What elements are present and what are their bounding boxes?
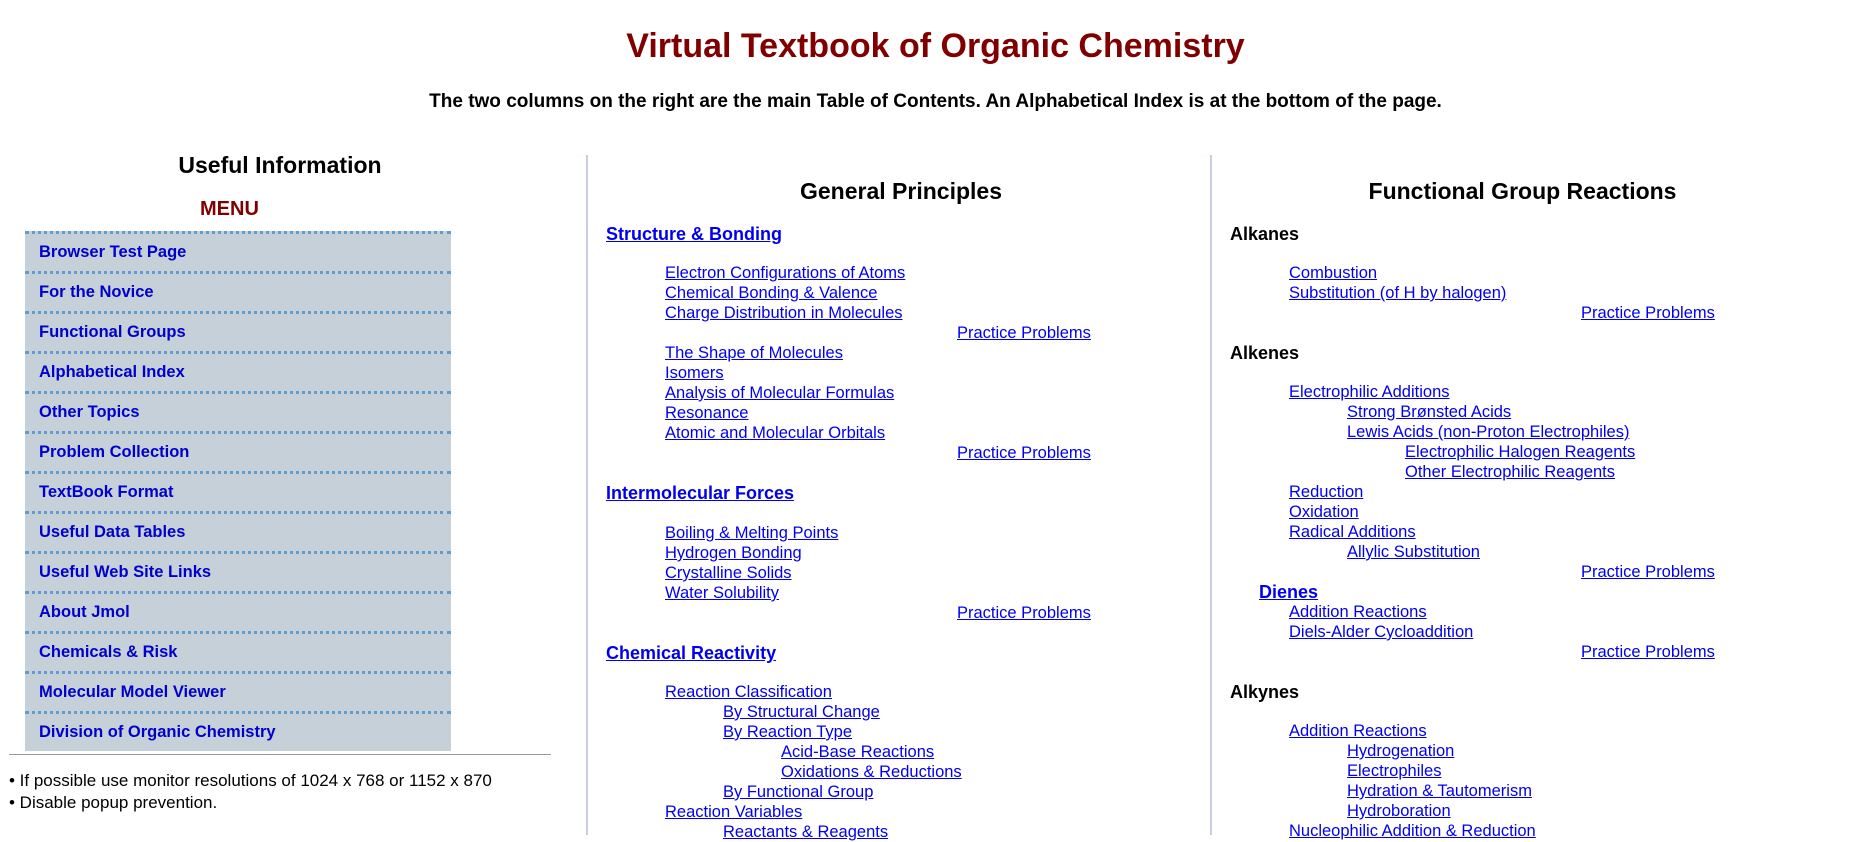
topic-link-practice-problems[interactable]: Practice Problems	[957, 444, 1091, 462]
menu-item-problem-collection[interactable]	[25, 431, 451, 471]
menu-link[interactable]: Alphabetical Index	[39, 363, 185, 381]
topic-link-addition-reactions[interactable]: Addition Reactions	[1289, 603, 1427, 621]
topic-link-isomers[interactable]: Isomers	[665, 364, 724, 382]
menu-item-other-topics[interactable]	[25, 391, 451, 431]
topic-link-water-solubility[interactable]: Water Solubility	[665, 584, 780, 602]
topic-link-reduction[interactable]: Reduction	[1289, 483, 1364, 501]
topic-link-electrophilic-additions[interactable]: Electrophilic Additions	[1289, 383, 1450, 401]
menu-item-functional-groups[interactable]	[25, 311, 451, 351]
general-principles-heading: General Principles	[800, 178, 1002, 204]
topic-link-hydroboration[interactable]: Hydroboration	[1347, 802, 1451, 820]
side-menu	[25, 231, 451, 751]
topic-link-by-functional-group[interactable]: By Functional Group	[723, 783, 874, 801]
topic-link-practice-problems[interactable]: Practice Problems	[1581, 304, 1715, 322]
topic-link-reaction-variables[interactable]: Reaction Variables	[665, 803, 803, 821]
column-divider	[1210, 155, 1212, 835]
topic-link-by-structural-change[interactable]: By Structural Change	[723, 703, 880, 721]
menu-item-chemicals-risk[interactable]	[25, 631, 451, 671]
topic-link-electrophilic-halogen-reagents[interactable]: Electrophilic Halogen Reagents	[1405, 443, 1636, 461]
topic-link-strong-br-nsted-acids[interactable]: Strong Brønsted Acids	[1347, 403, 1512, 421]
topic-link-electrophiles[interactable]: Electrophiles	[1347, 762, 1442, 780]
tip-resolution: • If possible use monitor resolutions of 1024 x 768 or 1152 x 870	[9, 771, 492, 790]
topic-link-hydrogen-bonding[interactable]: Hydrogen Bonding	[665, 544, 802, 562]
section-link-chemical-reactivity[interactable]: Chemical Reactivity	[606, 643, 777, 663]
menu-item-useful-data-tables[interactable]	[25, 511, 451, 551]
topic-link-hydrogenation[interactable]: Hydrogenation	[1347, 742, 1455, 760]
menu-item-division-of-organic-chemistry[interactable]	[25, 711, 451, 751]
page-title: Virtual Textbook of Organic Chemistry	[626, 27, 1245, 65]
topic-link-crystalline-solids[interactable]: Crystalline Solids	[665, 564, 792, 582]
topic-link-analysis-of-molecular-formulas[interactable]: Analysis of Molecular Formulas	[665, 384, 895, 402]
topic-link-the-shape-of-molecules[interactable]: The Shape of Molecules	[665, 344, 843, 362]
group-heading-alkynes: Alkynes	[1230, 682, 1300, 702]
menu-item-useful-web-site-links[interactable]	[25, 551, 451, 591]
topic-link-reactants-and-reagents[interactable]: Reactants & Reagents	[723, 823, 889, 841]
tip-popups: • Disable popup prevention.	[9, 793, 218, 812]
topic-link-hydration-and-tautomerism[interactable]: Hydration & Tautomerism	[1347, 782, 1532, 800]
topic-link-boiling-and-melting-points[interactable]: Boiling & Melting Points	[665, 524, 839, 542]
topic-link-lewis-acids-non-proton-electrophiles[interactable]: Lewis Acids (non-Proton Electrophiles)	[1347, 423, 1630, 441]
topic-link-radical-additions[interactable]: Radical Additions	[1289, 523, 1416, 541]
menu-link[interactable]: Browser Test Page	[39, 243, 187, 261]
topic-link-other-electrophilic-reagents[interactable]: Other Electrophilic Reagents	[1405, 463, 1616, 481]
topic-link-practice-problems[interactable]: Practice Problems	[1581, 563, 1715, 581]
menu-item-for-the-novice[interactable]	[25, 271, 451, 311]
menu-link[interactable]: Functional Groups	[39, 323, 186, 341]
menu-label: MENU	[200, 198, 259, 220]
menu-item-molecular-model-viewer[interactable]	[25, 671, 451, 711]
menu-link[interactable]: Useful Data Tables	[39, 523, 186, 541]
menu-item-browser-test-page[interactable]	[25, 231, 451, 271]
topic-link-practice-problems[interactable]: Practice Problems	[1581, 643, 1715, 661]
page-subtitle: The two columns on the right are the main Table of Contents. An Alphabetical Index is at the bottom of the page.	[429, 91, 1442, 112]
topic-link-practice-problems[interactable]: Practice Problems	[957, 324, 1091, 342]
divider	[9, 754, 551, 755]
topic-link-oxidation[interactable]: Oxidation	[1289, 503, 1359, 521]
menu-link[interactable]: About Jmol	[39, 603, 130, 621]
menu-link[interactable]: Chemicals & Risk	[39, 643, 178, 661]
topic-link-addition-reactions[interactable]: Addition Reactions	[1289, 722, 1427, 740]
group-heading-alkanes: Alkanes	[1230, 224, 1300, 244]
menu-link[interactable]: For the Novice	[39, 283, 154, 301]
useful-information-heading: Useful Information	[178, 152, 382, 178]
menu-item-about-jmol[interactable]	[25, 591, 451, 631]
topic-link-atomic-and-molecular-orbitals[interactable]: Atomic and Molecular Orbitals	[665, 424, 886, 442]
topic-link-reaction-classification[interactable]: Reaction Classification	[665, 683, 832, 701]
topic-link-nucleophilic-addition-and-reduction[interactable]: Nucleophilic Addition & Reduction	[1289, 822, 1536, 840]
topic-link-oxidations-and-reductions[interactable]: Oxidations & Reductions	[781, 763, 962, 781]
topic-link-charge-distribution-in-molecules[interactable]: Charge Distribution in Molecules	[665, 304, 903, 322]
menu-link[interactable]: Problem Collection	[39, 443, 190, 461]
menu-link[interactable]: Useful Web Site Links	[39, 563, 212, 581]
menu-item-textbook-format[interactable]	[25, 471, 451, 511]
topic-link-electron-configurations-of-atoms[interactable]: Electron Configurations of Atoms	[665, 264, 906, 282]
menu-link[interactable]: Division of Organic Chemistry	[39, 723, 276, 741]
functional-group-reactions-heading: Functional Group Reactions	[1368, 178, 1677, 204]
section-link-intermolecular-forces[interactable]: Intermolecular Forces	[606, 483, 795, 503]
topic-link-chemical-bonding-and-valence[interactable]: Chemical Bonding & Valence	[665, 284, 878, 302]
menu-link[interactable]: TextBook Format	[39, 483, 174, 501]
menu-link[interactable]: Molecular Model Viewer	[39, 683, 226, 701]
topic-link-substitution-of-h-by-halogen[interactable]: Substitution (of H by halogen)	[1289, 284, 1507, 302]
group-heading-alkenes: Alkenes	[1230, 343, 1300, 363]
section-link-dienes[interactable]: Dienes	[1259, 582, 1319, 602]
topic-link-combustion[interactable]: Combustion	[1289, 264, 1378, 282]
section-link-structure-and-bonding[interactable]: Structure & Bonding	[606, 224, 782, 244]
topic-link-by-reaction-type[interactable]: By Reaction Type	[723, 723, 853, 741]
menu-item-alphabetical-index[interactable]	[25, 351, 451, 391]
topic-link-practice-problems[interactable]: Practice Problems	[957, 604, 1091, 622]
tips	[9, 770, 492, 814]
topic-link-resonance[interactable]: Resonance	[665, 404, 749, 422]
topic-link-allylic-substitution[interactable]: Allylic Substitution	[1347, 543, 1480, 561]
topic-link-diels-alder-cycloaddition[interactable]: Diels-Alder Cycloaddition	[1289, 623, 1474, 641]
column-divider	[586, 155, 588, 835]
topic-link-acid-base-reactions[interactable]: Acid-Base Reactions	[781, 743, 935, 761]
menu-link[interactable]: Other Topics	[39, 403, 140, 421]
